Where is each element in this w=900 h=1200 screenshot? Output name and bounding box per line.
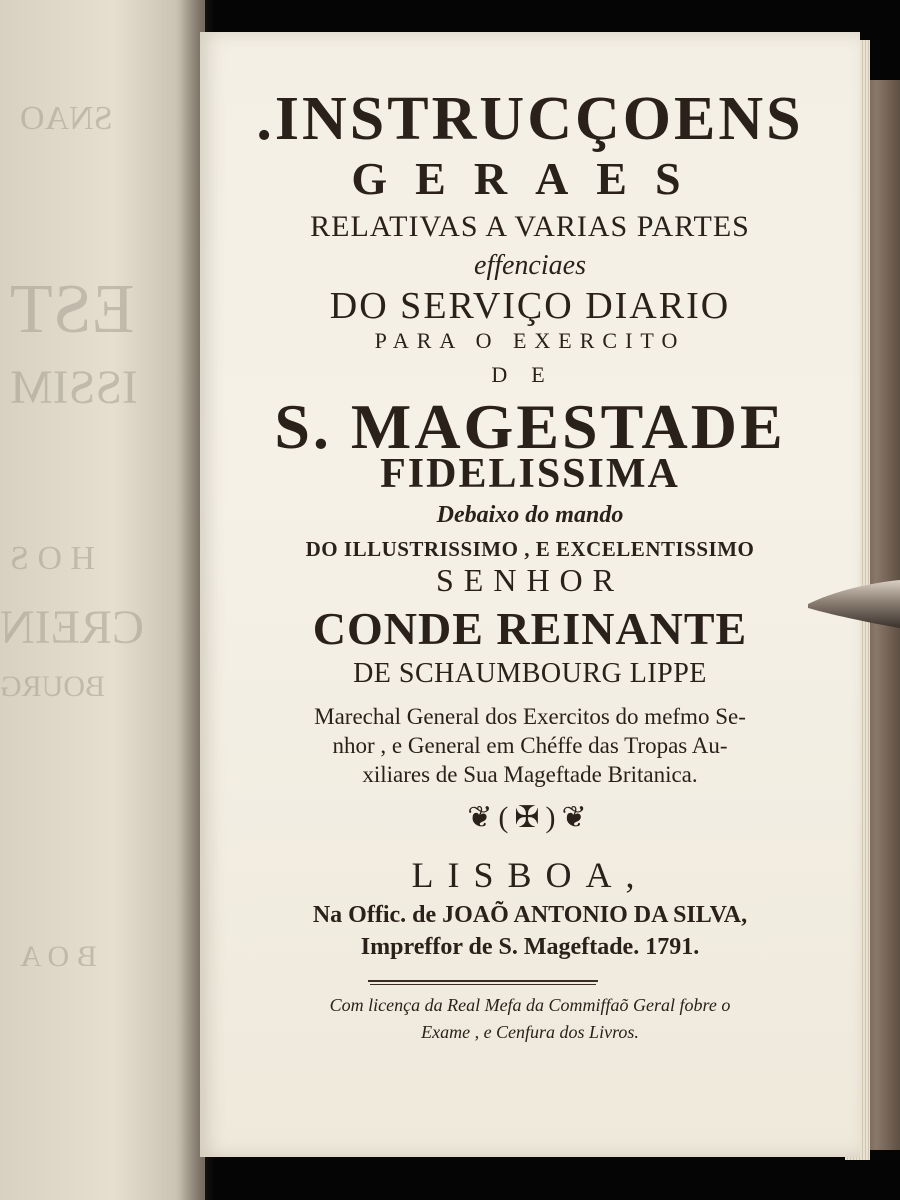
text-line: SENHOR (435, 562, 624, 598)
text-line: DO ILLUSTRISSIMO , E EXCELENTISSIMO (305, 537, 755, 561)
show-through-text: EST (10, 271, 135, 348)
show-through-text: CREIN (0, 601, 144, 654)
text-line: Debaixo do mando (436, 502, 624, 528)
title-line: .INSTRUCÇOENS (256, 85, 804, 153)
subtitle-line: effenciaes (474, 250, 586, 281)
divider-rule (368, 980, 598, 982)
printers-ornament: ❦(✠)❦ (467, 801, 593, 834)
imprint-place: LISBOA, (411, 855, 649, 895)
show-through-text: SNAO (20, 100, 113, 137)
subtitle-line: PARA O EXERCITO (374, 328, 686, 353)
divider-rule (370, 984, 596, 985)
subtitle-line: DO SERVIÇO DIARIO (329, 285, 731, 327)
heading-line: FIDELISSIMA (380, 451, 680, 497)
license-line: Com licença da Real Mefa da Commiffaõ Geral fobre o (329, 995, 731, 1015)
paragraph-line: xiliares de Sua Mageftade Britanica. (362, 762, 698, 787)
show-through-text: BOURG (0, 670, 106, 703)
license-line: Exame , e Cenfura dos Livros. (421, 1022, 639, 1042)
heading-line: S. MAGESTADE (274, 391, 786, 462)
paragraph-line: Marechal General dos Exercitos do mefmo Se- (314, 704, 746, 729)
heading-line: CONDE REINANTE (312, 603, 748, 654)
show-through-text: B O A (20, 940, 97, 973)
subtitle-line: RELATIVAS A VARIAS PARTES (310, 210, 750, 243)
metal-bookmark-clip (806, 578, 900, 630)
subtitle-line: DE (491, 362, 569, 387)
paragraph-line: nhor , e General em Chéffe das Tropas Au- (332, 733, 728, 758)
imprint-line: Na Offic. de JOAÕ ANTONIO DA SILVA, (312, 902, 748, 928)
text-line: DE SCHAUMBOURG LIPPE (353, 658, 707, 689)
title-page (200, 32, 860, 1157)
show-through-text: H O S (10, 540, 96, 577)
imprint-line: Impreffor de S. Mageftade. 1791. (360, 934, 700, 960)
show-through-text: ISSIM (10, 361, 139, 414)
title-line: GERAES (351, 153, 709, 204)
